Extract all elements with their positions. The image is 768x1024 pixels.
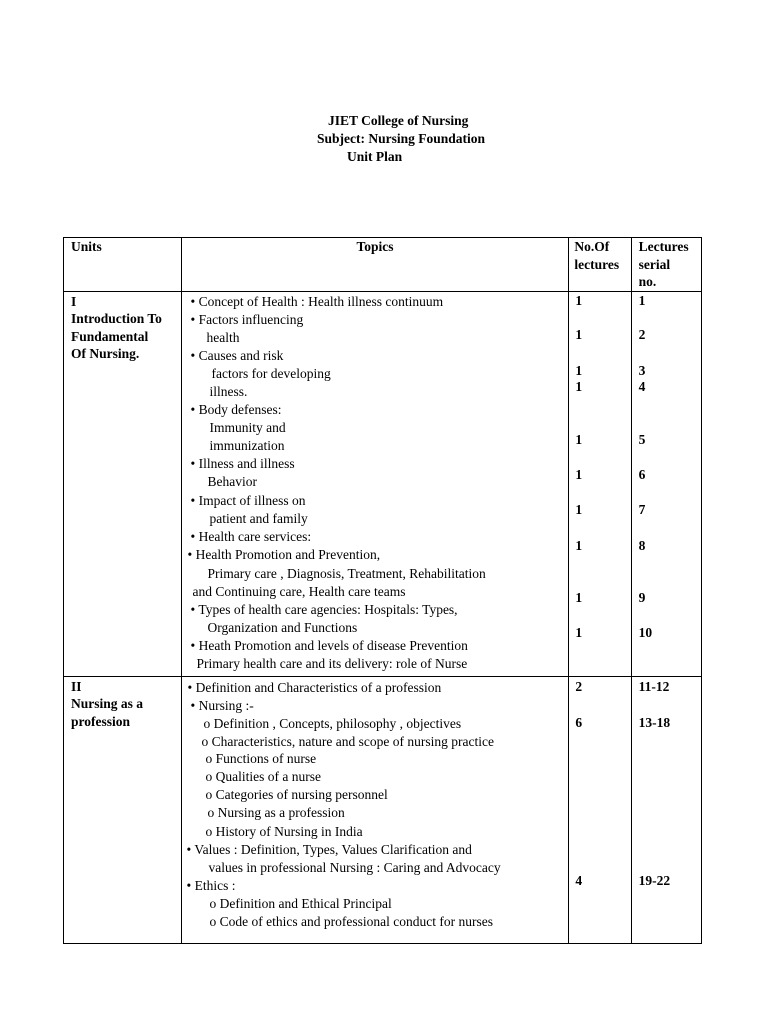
lecture-serial: 3 [638, 362, 646, 378]
topic-item-continuation: Behavior [207, 473, 258, 489]
unit-cell [64, 676, 182, 943]
lecture-serial: 1 [638, 292, 646, 308]
topic-item: • Ethics : [186, 877, 236, 893]
topics-header: Topics [356, 239, 394, 254]
serial-cell [631, 676, 701, 943]
subtopic-item: o Definition , Concepts, philosophy , objectives [203, 715, 462, 731]
unit-cell [64, 291, 182, 676]
topic-item: • Concept of Health : Health illness continuum [190, 293, 444, 309]
topic-item: • Heath Promotion and levels of disease Prevention [190, 637, 468, 653]
lecture-serial: 5 [638, 431, 646, 447]
subtopic-item: o Code of ethics and professional conduct for nurses [209, 913, 493, 929]
topic-item: • Causes and risk [190, 347, 284, 363]
college-name: JIET College of Nursing [328, 113, 469, 128]
subtopic-item: o Functions of nurse [205, 750, 317, 766]
lectures-header-line: No.Of [574, 239, 610, 254]
lecture-serial: 11-12 [638, 678, 670, 694]
topic-item-continuation: Primary care , Diagnosis, Treatment, Rehabilitation [207, 565, 486, 581]
topic-item-continuation: Organization and Functions [207, 619, 358, 635]
topic-item-continuation: patient and family [209, 510, 308, 526]
topic-item-continuation: Primary health care and its delivery: role of Nurse [196, 655, 468, 671]
header-cell-serial [631, 238, 701, 292]
lectures-cell [569, 291, 631, 676]
table-row [64, 291, 702, 676]
lecture-serial: 10 [638, 624, 653, 640]
lecture-count: 1 [575, 466, 583, 482]
topic-item: • Health Promotion and Prevention, [187, 546, 381, 562]
topic-item-continuation: and Continuing care, Health care teams [192, 583, 406, 599]
lecture-serial: 8 [638, 537, 646, 553]
unit-plan-table [63, 237, 702, 944]
subtopic-item: o Qualities of a nurse [205, 768, 322, 784]
topic-item: • Impact of illness on [190, 492, 306, 508]
header-cell-units [64, 238, 182, 292]
topic-item: • Health care services: [190, 528, 312, 544]
subject-line: Subject: Nursing Foundation [317, 131, 486, 146]
lecture-serial: 6 [638, 466, 646, 482]
serial-header-line: no. [638, 274, 657, 289]
units-header: Units [71, 239, 102, 254]
topics-cell [181, 291, 569, 676]
lecture-serial: 2 [638, 326, 646, 342]
header-cell-lectures [569, 238, 631, 292]
lecture-count: 1 [575, 362, 583, 378]
serial-cell [631, 291, 701, 676]
lecture-serial: 13-18 [638, 714, 671, 730]
topic-item: • Body defenses: [190, 401, 282, 417]
topics-cell [181, 676, 569, 943]
lecture-count: 6 [575, 714, 583, 730]
subtopic-item: o Definition and Ethical Principal [209, 895, 392, 911]
subtopic-item: o Categories of nursing personnel [205, 786, 388, 802]
lectures-cell [569, 676, 631, 943]
unit-title-line: Fundamental [71, 328, 149, 344]
lecture-count: 4 [575, 872, 583, 888]
header-cell-topics [181, 238, 569, 292]
serial-header-line: Lectures [638, 239, 689, 254]
lecture-count: 1 [575, 326, 583, 342]
lectures-header-line: lectures [574, 256, 620, 272]
topic-item-continuation: factors for developing [211, 365, 331, 381]
unit-title-line: Nursing as a [71, 696, 144, 711]
table-row [64, 676, 702, 943]
lecture-serial: 9 [638, 589, 646, 605]
topic-item: • Illness and illness [190, 455, 295, 471]
lecture-count: 1 [575, 292, 583, 308]
topic-item-continuation: values in professional Nursing : Caring and Advocacy [208, 859, 501, 875]
document-title: Unit Plan [347, 149, 403, 164]
subtopic-item: o Characteristics, nature and scope of nursing practice [201, 733, 494, 749]
topic-item: • Types of health care agencies: Hospitals: Types, [190, 601, 458, 617]
topic-item: • Definition and Characteristics of a profession [187, 679, 442, 695]
topic-item-continuation: health [206, 329, 240, 345]
lecture-count: 1 [575, 378, 583, 394]
lecture-count: 1 [575, 431, 583, 447]
topic-item-continuation: immunization [209, 437, 285, 453]
lecture-count: 2 [575, 678, 583, 694]
unit-title-line: Of Nursing. [71, 346, 140, 361]
lecture-serial: 4 [638, 378, 646, 394]
unit-number: II [71, 678, 82, 694]
unit-title-line: Introduction To [71, 311, 162, 326]
serial-header-line: serial [638, 256, 671, 272]
lecture-count: 1 [575, 589, 583, 605]
topic-item-continuation: illness. [209, 383, 248, 399]
topic-item: • Values : Definition, Types, Values Clarification and [186, 841, 472, 857]
topic-item: • Factors influencing [190, 311, 304, 327]
lecture-count: 1 [575, 537, 583, 553]
table-header-row [64, 238, 702, 292]
lecture-serial: 19-22 [638, 872, 671, 888]
subtopic-item: o History of Nursing in India [205, 823, 363, 839]
lecture-serial: 7 [638, 501, 646, 517]
topic-item: • Nursing :- [190, 697, 254, 713]
subtopic-item: o Nursing as a profession [207, 804, 345, 820]
unit-number: I [71, 293, 77, 309]
lecture-count: 1 [575, 501, 583, 517]
lecture-count: 1 [575, 624, 583, 640]
unit-title-line: profession [71, 713, 131, 729]
topic-item-continuation: Immunity and [209, 419, 286, 435]
